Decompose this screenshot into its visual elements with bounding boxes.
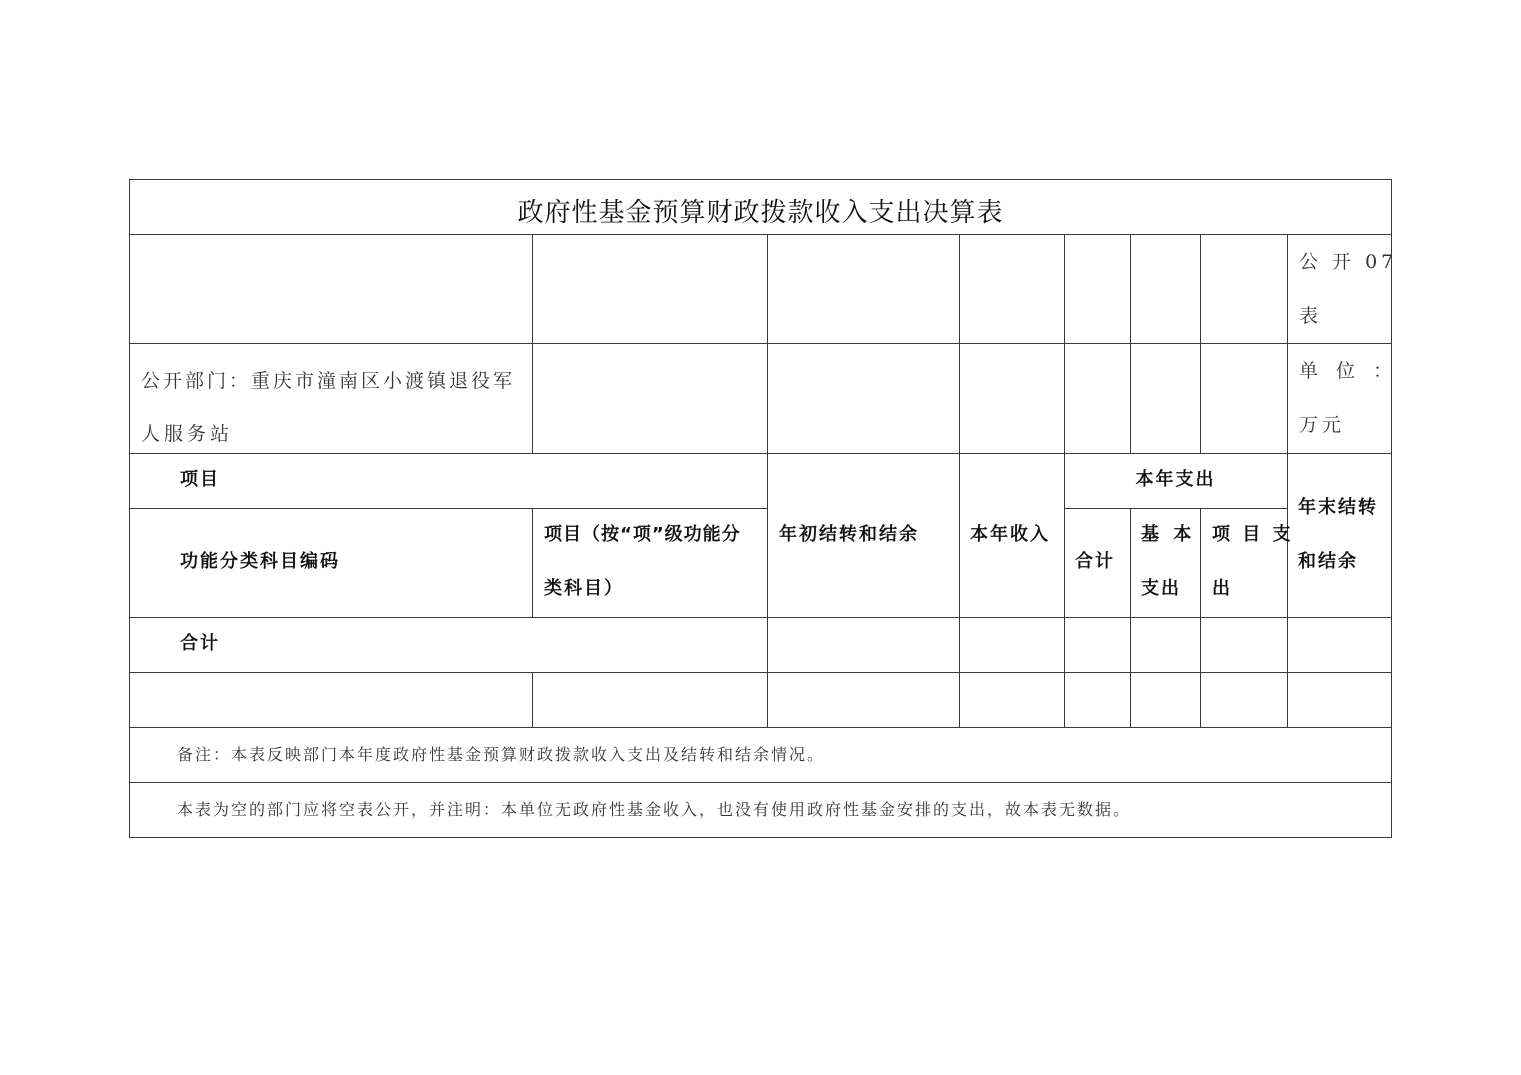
department-line2: 人服务站: [141, 423, 234, 445]
col-divider-2: [767, 234, 768, 728]
col-divider-1-lower: [532, 508, 533, 618]
header-bottom-border: [129, 617, 1392, 618]
header-closing-balance-line2: 和结余: [1298, 551, 1358, 572]
header-function-code: 功能分类科目编码: [180, 551, 340, 572]
col-divider-6-lower: [1200, 508, 1201, 728]
header-expenditure: 本年支出: [1135, 469, 1216, 490]
col-divider-1-upper: [532, 234, 533, 454]
header-item: 项目: [180, 469, 220, 490]
col-divider-6-upper: [1200, 234, 1201, 454]
form-code-row-bottom-border: [129, 343, 1392, 344]
form-code-line2: 表: [1299, 305, 1323, 327]
total-row-bottom-border: [129, 672, 1392, 673]
header-item-by-class-line1: 项目（按“项”级功能分: [544, 524, 741, 545]
header-exp-basic-line1: 基 本: [1141, 524, 1196, 545]
total-row-label: 合计: [180, 633, 220, 654]
header-exp-project-line2: 出: [1212, 578, 1232, 599]
table-top-border: [129, 179, 1392, 180]
col-divider-5-upper: [1130, 234, 1131, 454]
table-left-border: [129, 179, 130, 838]
page-title: 政府性基金预算财政拨款收入支出决算表: [517, 198, 1004, 228]
header-item-by-class-line2: 类科目）: [544, 578, 624, 599]
note-remark: 备注：本表反映部门本年度政府性基金预算财政拨款收入支出及结转和结余情况。: [177, 745, 826, 764]
col-divider-5-lower: [1130, 508, 1131, 728]
department-line1: 公开部门：重庆市潼南区小渡镇退役军: [141, 370, 516, 392]
header-opening-balance: 年初结转和结余: [779, 524, 919, 545]
col-divider-1-bottom: [532, 672, 533, 728]
unit-line1: 单 位 ：: [1299, 360, 1399, 382]
unit-line2: 万元: [1299, 414, 1346, 436]
form-code-line1: 公 开 07: [1299, 251, 1398, 273]
header-exp-project-line1: 项 目 支: [1212, 524, 1294, 545]
note-empty-table: 本表为空的部门应将空表公开，并注明：本单位无政府性基金收入，也没有使用政府性基金安排的支出，故本表无数据。: [177, 800, 1132, 819]
header-closing-balance-line1: 年末结转: [1298, 497, 1378, 518]
col-divider-7: [1287, 234, 1288, 728]
header-exp-basic-line2: 支出: [1141, 578, 1181, 599]
header-income: 本年收入: [970, 524, 1050, 545]
col-divider-3: [959, 234, 960, 728]
header-exp-total: 合计: [1075, 551, 1115, 572]
table-bottom-border: [129, 837, 1392, 838]
